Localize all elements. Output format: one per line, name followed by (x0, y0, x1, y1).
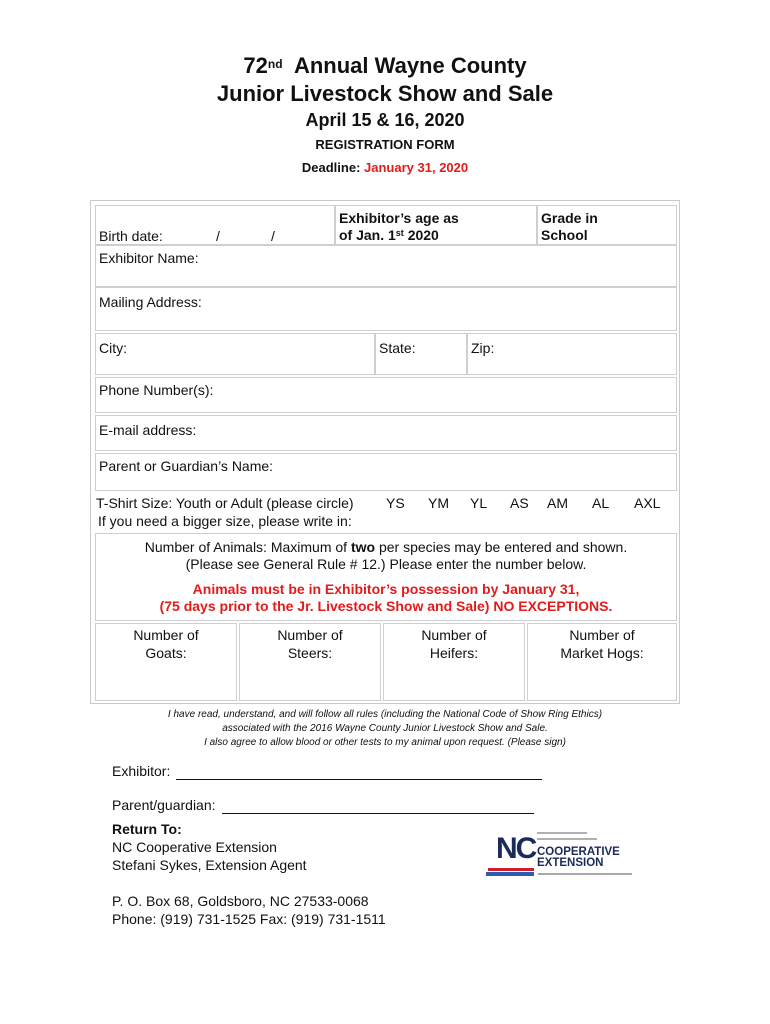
contact-info (112, 892, 386, 928)
logo-graphic (486, 828, 636, 880)
logo-tagline (538, 873, 632, 875)
birth-date-label: Birth date: (99, 228, 163, 244)
exhibitor-age-field[interactable] (335, 205, 537, 245)
state-label: State: (379, 340, 416, 356)
return-to-line-1: NC Cooperative Extension (112, 839, 277, 855)
animals-text-b: per species may be entered and shown. (375, 539, 628, 555)
count-label-line-2: Heifers: (429, 645, 479, 661)
agreement-text (0, 708, 770, 750)
parent-name-field[interactable] (95, 453, 677, 491)
logo-red-stripe (488, 868, 534, 871)
registration-form (90, 200, 680, 704)
animals-text-bold: two (350, 539, 376, 555)
title-ordinal: nd (267, 57, 283, 71)
event-dates: April 15 & 16, 2020 (305, 110, 465, 130)
count-label-line-1: Number of (421, 627, 487, 643)
nc-cooperative-extension-logo (486, 828, 636, 880)
deadline-label: Deadline: (301, 160, 361, 175)
phone-label: Phone Number(s): (99, 382, 214, 398)
form-name: REGISTRATION FORM (315, 137, 455, 152)
animals-info-line-1 (96, 539, 676, 556)
exhibitor-name-label: Exhibitor Name: (99, 250, 199, 266)
city-field[interactable] (95, 333, 375, 375)
animals-info-line-2: (Please see General Rule # 12.) Please enter the number below. (185, 556, 587, 572)
zip-label: Zip: (471, 340, 495, 356)
title-number: 72 (243, 53, 268, 78)
mailing-address-field[interactable] (95, 287, 677, 331)
age-label-ordinal: st (395, 228, 404, 238)
age-label-line-1: Exhibitor’s age as (339, 210, 459, 226)
tshirt-size-option[interactable]: YS (386, 495, 405, 511)
agreement-line-3: I also agree to allow blood or other tests to my animal upon request. (Please sign) (204, 737, 566, 748)
logo-fineprint (537, 838, 597, 840)
tshirt-label: T-Shirt Size: Youth or Adult (please circle) (96, 495, 354, 511)
birth-date-separator: / (271, 228, 275, 244)
email-label: E-mail address: (99, 422, 197, 438)
birth-date-field[interactable] (95, 205, 335, 245)
exhibitor-name-field[interactable] (95, 245, 677, 287)
animals-warning-line-1: Animals must be in Exhibitor’s possession by January 31, (192, 581, 580, 597)
count-label-line-2: Steers: (287, 645, 333, 661)
postal-address: P. O. Box 68, Goldsboro, NC 27533-0068 (112, 893, 369, 909)
tshirt-size-row (96, 493, 678, 529)
logo-line-1: COOPERATIVE (537, 846, 620, 858)
count-label-line-2: Market Hogs: (560, 645, 644, 661)
tshirt-size-option[interactable]: AXL (634, 495, 661, 511)
agreement-line-2: associated with the 2016 Wayne County Junior Livestock Show and Sale. (222, 723, 548, 734)
agreement-line-1: I have read, understand, and will follow all rules (including the National Code of Show Ring Ethics) (167, 709, 603, 720)
return-to-line-2: Stefani Sykes, Extension Agent (112, 857, 307, 873)
parent-signature-line[interactable] (222, 799, 534, 814)
count-label-line-2: Goats: (145, 645, 187, 661)
count-label-line-1: Number of (569, 627, 635, 643)
logo-mark: NC (496, 832, 536, 865)
steers-count-field[interactable] (239, 623, 381, 701)
birth-date-separator: / (216, 228, 220, 244)
goats-count-field[interactable] (95, 623, 237, 701)
grade-label-line-1: Grade in (541, 210, 598, 226)
title-rest: Annual Wayne County (293, 53, 527, 78)
tshirt-size-option[interactable]: AM (547, 495, 568, 511)
age-label-line-2 (339, 227, 439, 244)
title-line-1 (0, 52, 770, 80)
tshirt-size-option[interactable]: YL (470, 495, 488, 511)
parent-signature-label: Parent/guardian: (112, 797, 216, 813)
count-label-line-1: Number of (277, 627, 343, 643)
zip-field[interactable] (467, 333, 677, 375)
title-line-2: Junior Livestock Show and Sale (216, 81, 554, 106)
state-field[interactable] (375, 333, 467, 375)
city-label: City: (99, 340, 127, 356)
animals-text-a: Number of Animals: Maximum of (144, 539, 351, 555)
logo-line-2: EXTENSION (537, 857, 604, 869)
deadline-value: January 31, 2020 (364, 160, 469, 175)
count-label-line-1: Number of (133, 627, 199, 643)
age-label-year: 2020 (407, 227, 439, 243)
parent-signature (112, 796, 534, 814)
parent-name-label: Parent or Guardian’s Name: (99, 458, 274, 474)
tshirt-note: If you need a bigger size, please write in: (98, 513, 352, 529)
exhibitor-signature-line[interactable] (176, 765, 542, 780)
tshirt-size-option[interactable]: AS (510, 495, 529, 511)
age-label-date: of Jan. 1 (339, 227, 396, 243)
logo-blue-stripe (486, 872, 534, 876)
email-field[interactable] (95, 415, 677, 451)
grade-label-line-2: School (541, 227, 588, 243)
mailing-address-label: Mailing Address: (99, 294, 202, 310)
tshirt-size-option[interactable]: YM (428, 495, 449, 511)
exhibitor-signature-label: Exhibitor: (112, 763, 171, 779)
animals-warning-line-2: (75 days prior to the Jr. Livestock Show and Sale) NO EXCEPTIONS. (159, 598, 613, 614)
deadline (0, 159, 770, 177)
animals-info (95, 533, 677, 621)
tshirt-size-option[interactable]: AL (592, 495, 610, 511)
logo-fineprint (537, 832, 587, 834)
market-hogs-count-field[interactable] (527, 623, 677, 701)
phone-fax: Phone: (919) 731-1525 Fax: (919) 731-1511 (112, 911, 386, 927)
return-to-heading: Return To: (112, 821, 182, 837)
exhibitor-signature (112, 762, 542, 780)
phone-field[interactable] (95, 377, 677, 413)
return-to (112, 820, 307, 874)
grade-field[interactable] (537, 205, 677, 245)
heifers-count-field[interactable] (383, 623, 525, 701)
